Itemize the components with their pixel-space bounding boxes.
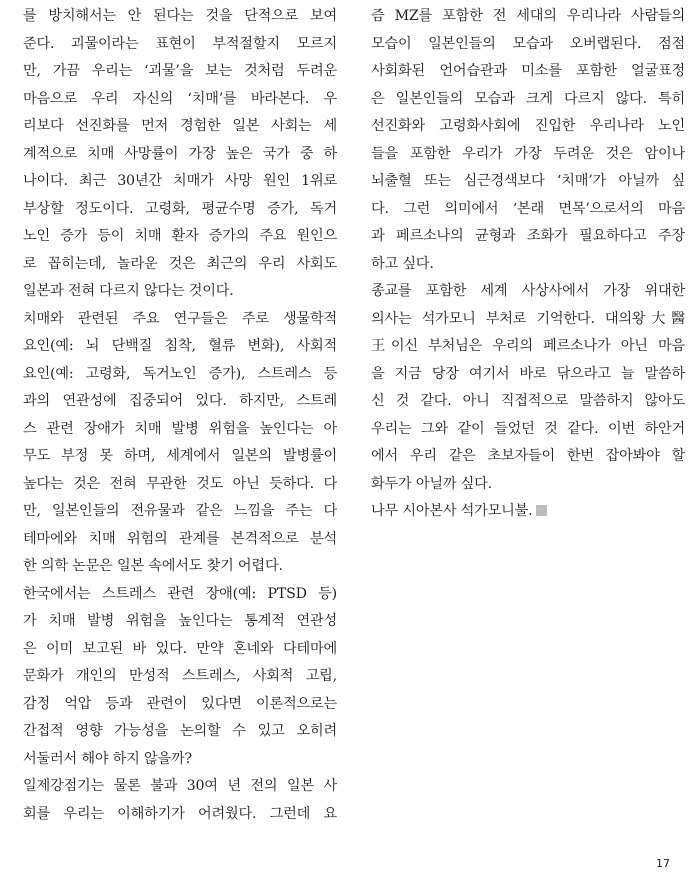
text-line: [23, 86, 337, 114]
text-line-content: 한국에서는 스트레스 관련 장애(예: PTSD 등): [23, 585, 337, 602]
end-of-article-mark: [536, 505, 547, 516]
text-line-content: 모습이 일본인들의 모습과 오버랩된다. 점점: [371, 35, 685, 52]
text-line: [23, 746, 337, 774]
text-line-content: 만, 가끔 우리는 ‘괴물’을 보는 것처럼 두려운: [23, 63, 337, 79]
text-line: [371, 333, 685, 361]
text-line-content: 뇌출혈 또는 심근경색보다 ‘치매’가 아닐까 싶: [371, 173, 685, 189]
text-line: [371, 58, 685, 86]
text-line-content: 리보다 선진화를 먼저 경험한 일본 사회는 세: [23, 118, 337, 134]
text-line: [23, 113, 337, 141]
text-line-content: 선진화와 고령화사회에 진입한 우리나라 노인: [371, 118, 685, 134]
text-line: [371, 113, 685, 141]
text-line: [23, 526, 337, 554]
text-line: [371, 278, 685, 306]
text-line: [371, 471, 685, 499]
text-line-content: 감정 억압 등과 관련이 있다면 이론적으로는: [23, 695, 337, 712]
text-line: [23, 168, 337, 196]
text-line: [371, 86, 685, 114]
text-line: [371, 498, 685, 526]
text-line-content: 노인 증가 등이 치매 환자 증가의 주요 원인으: [23, 228, 337, 244]
text-line-content: 에서 우리 같은 초보자들이 한번 잡아봐야 할: [371, 448, 685, 464]
text-line: [23, 581, 337, 609]
text-line-content: 은 이미 보고된 바 있다. 만약 혼네와 다테마에: [23, 640, 337, 657]
text-line-content: 일본과 전혀 다르지 않다는 것이다.: [23, 283, 234, 299]
text-line: [23, 196, 337, 224]
text-line: [371, 306, 685, 334]
text-line-content: 일제강점기는 물론 불과 30여 년 전의 일본 사: [23, 778, 337, 794]
text-line-content: 회를 우리는 이해하기가 어려웠다. 그런데 요: [23, 805, 337, 822]
text-line: [23, 361, 337, 389]
text-line-content: 은 일본인들의 모습과 크게 다르지 않다. 특히: [371, 90, 685, 107]
text-line: [371, 31, 685, 59]
text-line-content: 준다. 괴물이라는 표현이 부적절할지 모르지: [23, 35, 337, 52]
text-line-content: 계적으로 치매 사망률이 가장 높은 국가 중 하: [23, 145, 337, 162]
text-line-content: 한 의학 논문은 일본 속에서도 찾기 어렵다.: [23, 558, 283, 574]
text-line: [371, 388, 685, 416]
text-line: [23, 471, 337, 499]
text-line-content: 나이다. 최근 30년간 치매가 사망 원인 1위로: [23, 173, 337, 189]
text-line-content: 가 치매 발병 위험을 높인다는 통계적 연관성: [23, 613, 337, 629]
text-line: [371, 223, 685, 251]
text-line-content: 우리는 그와 같이 들었던 것 같다. 이번 하안거: [371, 420, 685, 437]
text-line-content: 즘 MZ를 포함한 전 세대의 우리나라 사람들의: [371, 8, 685, 24]
text-line: [23, 306, 337, 334]
text-line: [23, 141, 337, 169]
text-line-content: 다. 그런 의미에서 ‘본래 면목’으로서의 마음: [371, 200, 685, 217]
text-line: [23, 58, 337, 86]
text-line: [23, 636, 337, 664]
text-line-content: 스 관련 장애가 치매 발병 위험을 높인다는 아: [23, 420, 337, 437]
text-line-content: 치매와 관련된 주요 연구들은 주로 생물학적: [23, 310, 337, 327]
text-line: [23, 278, 337, 306]
text-line-content: 를 방치해서는 안 된다는 것을 단적으로 보여: [23, 8, 337, 24]
text-line: [23, 31, 337, 59]
text-line: [23, 251, 337, 279]
right-text-column: [371, 3, 685, 526]
left-text-column: [23, 3, 337, 828]
text-line-content: 부상할 정도이다. 고령화, 평균수명 증가, 독거: [23, 200, 337, 217]
text-line-content: 문화가 개인의 만성적 스트레스, 사회적 고립,: [23, 668, 337, 684]
text-line-content: 사회화된 언어습관과 미소를 포함한 얼굴표정: [371, 63, 685, 79]
text-line: [23, 388, 337, 416]
text-line: [23, 553, 337, 581]
text-line: [23, 718, 337, 746]
text-line-content: 마음으로 우리 자신의 ‘치매’를 바라본다. 우: [23, 90, 337, 107]
text-line-content: 요인(예: 고령화, 독거노인 증가), 스트레스 등: [23, 365, 337, 382]
text-line-content: 무도 부정 못 하며, 세계에서 일본의 발병률이: [23, 448, 337, 464]
text-line: [23, 443, 337, 471]
text-line-content: 서둘러서 해야 하지 않을까?: [23, 750, 192, 767]
text-line-content: 종교를 포함한 세계 사상사에서 가장 위대한: [371, 283, 685, 299]
text-line: [23, 608, 337, 636]
text-line-content: 요인(예: 뇌 단백질 침착, 혈류 변화), 사회적: [23, 338, 337, 354]
text-line-content: 테마에와 치매 위험의 관계를 본격적으로 분석: [23, 530, 337, 547]
text-line: [371, 196, 685, 224]
text-line: [23, 3, 337, 31]
text-line-content: 화두가 아닐까 싶다.: [371, 475, 492, 492]
text-line: [371, 443, 685, 471]
text-line-content: 들을 포함한 우리가 가장 두려운 것은 암이나: [371, 145, 685, 162]
text-line-content: 로 꼽히는데, 놀라운 것은 최근의 우리 사회도: [23, 255, 337, 272]
text-line: [23, 691, 337, 719]
text-line: [23, 663, 337, 691]
text-line-content: 신 것 같다. 아니 직접적으로 말씀하지 않아도: [371, 393, 685, 409]
text-line: [371, 141, 685, 169]
text-line-content: 王이신 부처님은 우리의 페르소나가 아닌 마음: [371, 338, 685, 354]
text-line: [371, 416, 685, 444]
text-line: [371, 251, 685, 279]
text-line: [23, 498, 337, 526]
page-number: 17: [656, 857, 670, 870]
text-line: [371, 168, 685, 196]
text-line-content: 의사는 석가모니 부처로 기억한다. 대의왕大醫: [371, 310, 685, 327]
text-line-content: 간접적 영향 가능성을 논의할 수 있고 오히려: [23, 723, 337, 739]
text-line-content: 만, 일본인들의 전유물과 같은 느낌을 주는 다: [23, 503, 337, 519]
text-line-content: 과의 연관성에 집중되어 있다. 하지만, 스트레: [23, 393, 337, 409]
text-line: [371, 3, 685, 31]
text-line: [371, 361, 685, 389]
text-line: [23, 333, 337, 361]
text-line-content: 높다는 것은 전혀 무관한 것도 아닌 듯하다. 다: [23, 475, 337, 492]
text-line-content: 하고 싶다.: [371, 255, 434, 272]
text-line-content: 과 페르소나의 균형과 조화가 필요하다고 주장: [371, 228, 685, 244]
text-line: [23, 801, 337, 829]
text-line-content: 나무 시아본사 석가모니불.: [371, 503, 533, 519]
text-line: [23, 223, 337, 251]
text-line: [23, 773, 337, 801]
text-line: [23, 416, 337, 444]
text-line-content: 을 지금 당장 여기서 바로 닦으라고 늘 말씀하: [371, 365, 685, 382]
